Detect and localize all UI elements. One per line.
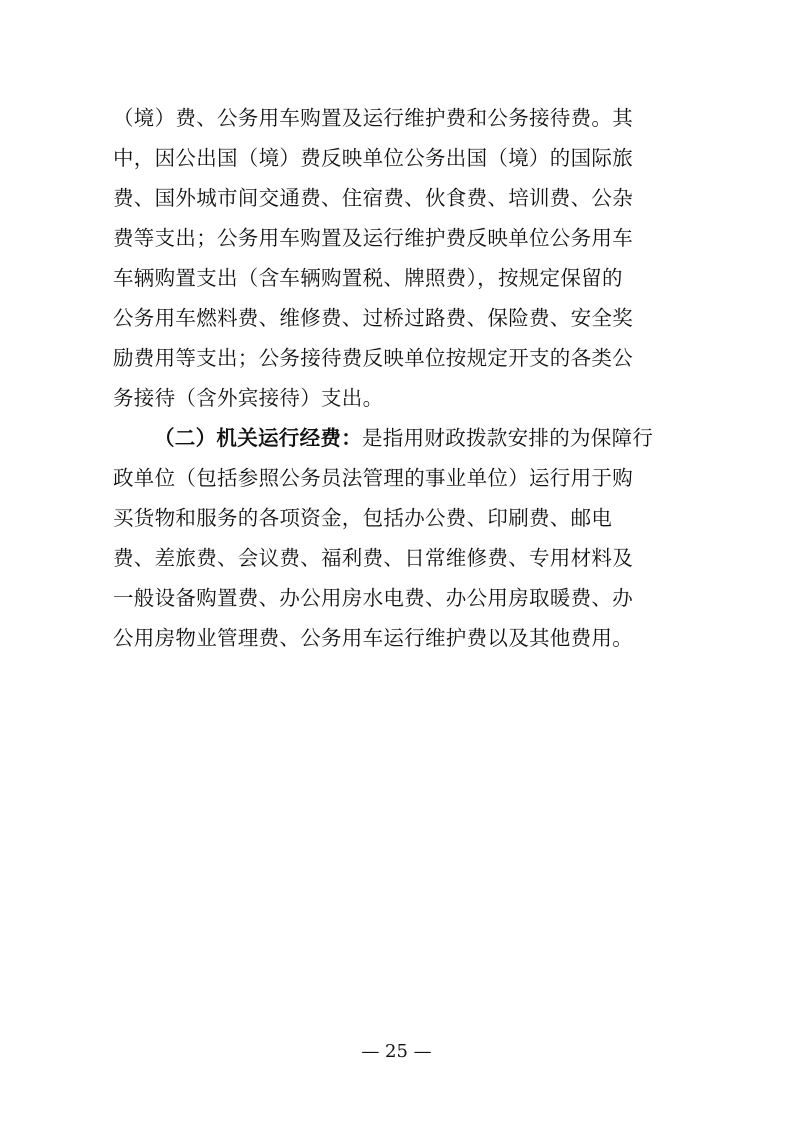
paragraph-line: 公务用车燃料费、维修费、过桥过路费、保险费、安全奖: [113, 306, 633, 330]
paragraph-line: 车辆购置支出（含车辆购置税、牌照费），按规定保留的: [113, 266, 623, 290]
paragraph-line: 中，因公出国（境）费反映单位公务出国（境）的国际旅: [113, 146, 633, 170]
section-line: 政单位（包括参照公务员法管理的事业单位）运行用于购: [113, 466, 633, 490]
document-body: [113, 98, 683, 658]
section-line: 一般设备购置费、办公用房水电费、办公用房取暖费、办: [113, 586, 633, 610]
paragraph-line: 费、国外城市间交通费、住宿费、伙食费、培训费、公杂: [113, 186, 633, 210]
section-line: 费、差旅费、会议费、福利费、日常维修费、专用材料及: [113, 546, 633, 570]
paragraph-line: 务接待（含外宾接待）支出。: [113, 386, 384, 410]
paragraph-line: 励费用等支出；公务接待费反映单位按规定开支的各类公: [113, 346, 633, 370]
page-number: — 25 —: [361, 1041, 432, 1062]
section-line: 买货物和服务的各项资金，包括办公费、印刷费、邮电: [113, 506, 613, 530]
section-heading: （二）机关运行经费：: [154, 426, 362, 450]
section-first-line: [113, 418, 683, 458]
paragraph-line: 费等支出；公务用车购置及运行维护费反映单位公务用车: [113, 226, 633, 250]
paragraph-line: （境）费、公务用车购置及运行维护费和公务接待费。其: [113, 106, 633, 130]
section-first-line-text: 是指用财政拨款安排的为保障行: [362, 426, 654, 450]
section-line: 公用房物业管理费、公务用车运行维护费以及其他费用。: [113, 626, 633, 650]
